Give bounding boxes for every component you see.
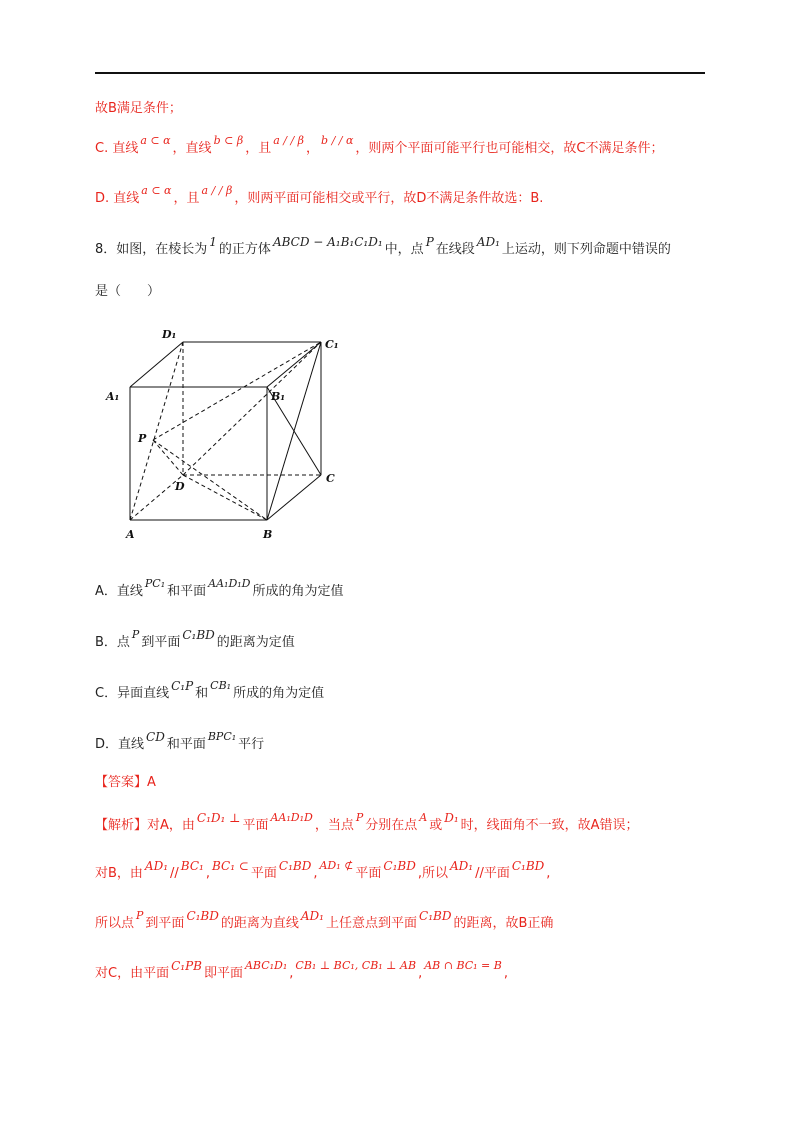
option-c xyxy=(95,679,325,703)
math: AA₁D₁D xyxy=(208,577,251,590)
label-D: D xyxy=(175,480,185,493)
analysis-line-3 xyxy=(95,909,554,933)
line-option-d-review xyxy=(95,184,544,208)
text: A．直线 xyxy=(95,584,143,599)
analysis-line-4 xyxy=(95,959,508,983)
question-8-stem xyxy=(95,235,671,259)
text: D．直线 xyxy=(95,737,145,752)
label-B: B xyxy=(263,528,273,541)
hidden-PB xyxy=(153,440,267,520)
text: // xyxy=(170,866,179,881)
math: b / / α xyxy=(321,134,354,147)
text: 的距离为直线 xyxy=(220,916,299,931)
question-8-stem-end: 是（ ） xyxy=(95,284,161,299)
math: C₁PB xyxy=(171,959,202,973)
text: 在线段 xyxy=(435,242,475,257)
analysis-line-1 xyxy=(95,811,639,835)
text: 平面 xyxy=(355,866,382,881)
text: 对C，由平面 xyxy=(95,966,170,981)
math: C₁BD xyxy=(278,859,312,873)
math: C₁BD xyxy=(186,909,219,923)
hidden-diag-AD1 xyxy=(130,342,183,520)
math: C₁BD xyxy=(511,859,545,873)
math: AD₁ xyxy=(300,909,324,923)
line-option-c-review xyxy=(95,134,664,158)
label-A: A xyxy=(126,528,135,541)
label-A1: A₁ xyxy=(106,390,120,403)
text: D. 直线 xyxy=(95,191,140,206)
line-b-conclusion: 故B满足条件； xyxy=(95,101,182,116)
math: a / / β xyxy=(201,184,233,197)
answer-line: 【答案】A xyxy=(95,775,156,790)
cube-diagram xyxy=(100,322,360,552)
math: CB₁ xyxy=(210,679,232,692)
option-a xyxy=(95,577,344,601)
text: , xyxy=(546,866,551,881)
math: AA₁D₁D xyxy=(270,811,313,824)
text: 平行 xyxy=(238,737,265,752)
text: 和平面 xyxy=(167,584,207,599)
math: BC₁ xyxy=(180,859,204,873)
text: 上运动，则下列命题中错误的 xyxy=(501,242,671,257)
label-D1: D₁ xyxy=(162,328,177,341)
text: 所成的角为定值 xyxy=(252,584,344,599)
text: //平面 xyxy=(475,866,510,881)
math: 1 xyxy=(209,235,217,249)
label-C: C xyxy=(326,472,335,485)
text: ，则两个平面可能平行也可能相交，故C不满足条件； xyxy=(355,141,664,156)
math: C₁P xyxy=(171,679,194,693)
text: 分别在点 xyxy=(365,818,418,833)
text: , xyxy=(313,866,318,881)
math: BPC₁ xyxy=(207,730,237,743)
math: AD₁ xyxy=(144,859,169,873)
text: C. 直线 xyxy=(95,141,139,156)
math: D₁ xyxy=(444,811,459,825)
cube-figure xyxy=(100,322,360,552)
math: BC₁ ⊂ xyxy=(211,859,249,873)
text: B．点 xyxy=(95,635,130,650)
math: a ⊂ α xyxy=(141,184,172,197)
text: 即平面 xyxy=(203,966,243,981)
math: C₁BD xyxy=(383,859,416,873)
label-P: P xyxy=(138,432,147,445)
text: ，且 xyxy=(173,191,200,206)
text: 【解析】对A，由 xyxy=(95,818,195,833)
text: 平面 xyxy=(242,818,269,833)
math: A xyxy=(419,811,428,824)
option-d xyxy=(95,730,265,754)
math: CD xyxy=(146,730,165,744)
math: AD₁ xyxy=(449,859,474,873)
text: ，当点 xyxy=(314,818,354,833)
text: ，则两平面可能相交或平行，故D不满足条件故选：B. xyxy=(234,191,544,206)
text: , xyxy=(289,966,294,981)
math: AD₁ xyxy=(476,235,500,249)
math: AD₁ ⊄ xyxy=(319,859,354,872)
text: C．异面直线 xyxy=(95,686,170,701)
option-b xyxy=(95,628,295,652)
math: P xyxy=(355,811,364,824)
hidden-DC1 xyxy=(183,342,321,475)
label-B1: B₁ xyxy=(271,390,286,403)
edge-BC xyxy=(267,475,321,520)
text: 所以点 xyxy=(95,916,135,931)
text: ， xyxy=(306,141,320,156)
text: 所成的角为定值 xyxy=(233,686,325,701)
text: 的正方体 xyxy=(218,242,271,257)
text: 到平面 xyxy=(145,916,185,931)
text: 时，线面角不一致，故A错误； xyxy=(460,818,639,833)
math: P xyxy=(131,628,140,641)
text: , xyxy=(205,866,210,881)
text: 上任意点到平面 xyxy=(326,916,418,931)
math: a / / β xyxy=(273,134,305,147)
math: a ⊂ α xyxy=(140,134,171,147)
text: ，直线 xyxy=(172,141,212,156)
math: C₁BD xyxy=(182,628,215,642)
text: 到平面 xyxy=(141,635,181,650)
text: 平面 xyxy=(250,866,277,881)
text: 的距离，故B正确 xyxy=(453,916,554,931)
text: 的距离为定值 xyxy=(216,635,295,650)
math: C₁D₁ ⊥ xyxy=(196,811,241,825)
text: 或 xyxy=(429,818,443,833)
text: , xyxy=(418,966,423,981)
text: 和平面 xyxy=(166,737,206,752)
text: 对B，由 xyxy=(95,866,143,881)
math: ABC₁D₁ xyxy=(244,959,288,972)
label-C1: C₁ xyxy=(325,338,339,351)
math: ABCD − A₁B₁C₁D₁ xyxy=(272,235,383,249)
math: P xyxy=(425,235,434,249)
math: AB ∩ BC₁ = B xyxy=(424,959,502,972)
math: b ⊂ β xyxy=(213,134,244,147)
text: 8．如图，在棱长为 xyxy=(95,242,208,257)
text: 中，点 xyxy=(384,242,424,257)
text: , xyxy=(503,966,508,981)
text: 和 xyxy=(195,686,209,701)
text: ,所以 xyxy=(417,866,448,881)
edge-B1C1 xyxy=(267,342,321,387)
math: CB₁ ⊥ BC₁, CB₁ ⊥ AB xyxy=(295,959,417,972)
math: PC₁ xyxy=(144,577,166,590)
text: ，且 xyxy=(245,141,272,156)
math: P xyxy=(136,909,144,922)
edge-A1D1 xyxy=(130,342,183,387)
math: C₁BD xyxy=(419,909,452,923)
header-rule xyxy=(95,72,705,74)
analysis-line-2 xyxy=(95,859,551,883)
hidden-DB xyxy=(183,475,267,520)
